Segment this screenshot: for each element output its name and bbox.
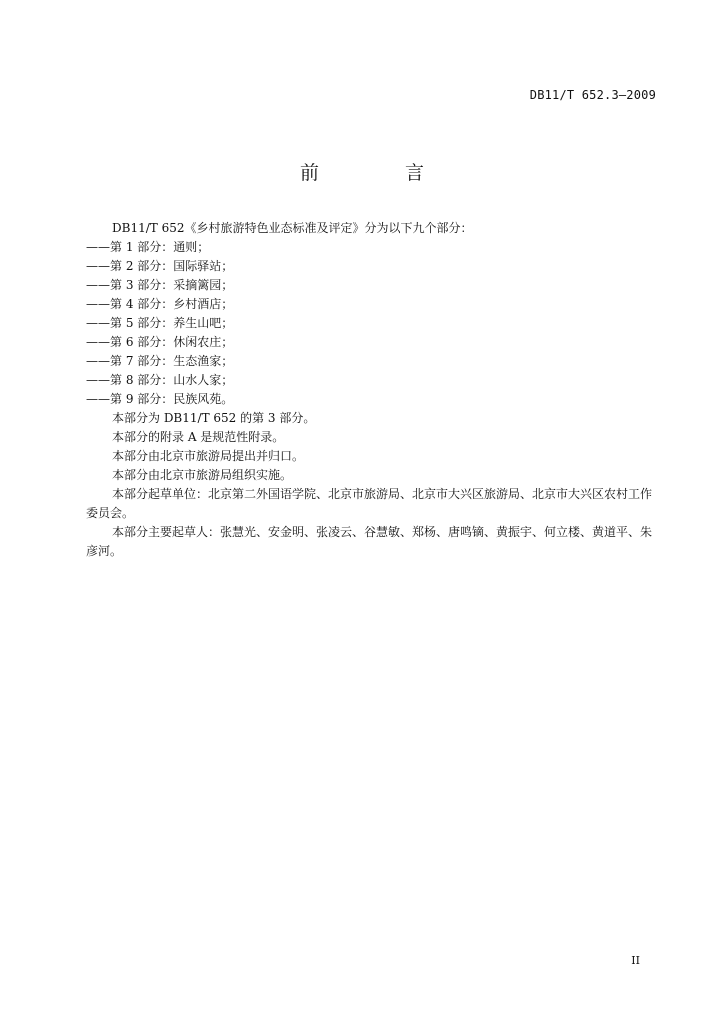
statement-paragraph: 本部分由北京市旅游局提出并归口。 (112, 449, 305, 463)
page-title: 前 言 (299, 162, 465, 184)
statement-paragraph: 本部分的附录 A 是规范性附录。 (112, 430, 285, 444)
statement-paragraph: 本部分由北京市旅游局组织实施。 (112, 468, 293, 482)
intro-paragraph: DB11/T 652《乡村旅游特色业态标准及评定》分为以下九个部分： (112, 221, 473, 235)
document-code: DB11/T 652.3—2009 (529, 88, 656, 102)
part-list-item: ——第 1 部分：通则； (86, 240, 210, 254)
foreword-body (86, 219, 656, 561)
page-number: II (631, 954, 640, 967)
statement-paragraph: 本部分为 DB11/T 652 的第 3 部分。 (112, 411, 316, 425)
drafting-units-paragraph: 本部分起草单位：北京第二外国语学院、北京市旅游局、北京市大兴区旅游局、北京市大兴区农村工作委员会。 (86, 487, 653, 520)
part-list-item: ——第 8 部分：山水人家； (86, 373, 234, 387)
part-list-item: ——第 5 部分：养生山吧； (86, 316, 234, 330)
part-list-item: ——第 3 部分：采摘篱园； (86, 278, 234, 292)
part-list-item: ——第 7 部分：生态渔家； (86, 354, 234, 368)
drafters-paragraph: 本部分主要起草人：张慧光、安金明、张凌云、谷慧敏、郑杨、唐鸣镝、黄振宇、何立楼、黄道平、朱彦河。 (86, 525, 653, 558)
part-list-item: ——第 9 部分：民族风苑。 (86, 392, 234, 406)
part-list-item: ——第 2 部分：国际驿站； (86, 259, 234, 273)
part-list-item: ——第 6 部分：休闲农庄； (86, 335, 234, 349)
part-list-item: ——第 4 部分：乡村酒店； (86, 297, 234, 311)
